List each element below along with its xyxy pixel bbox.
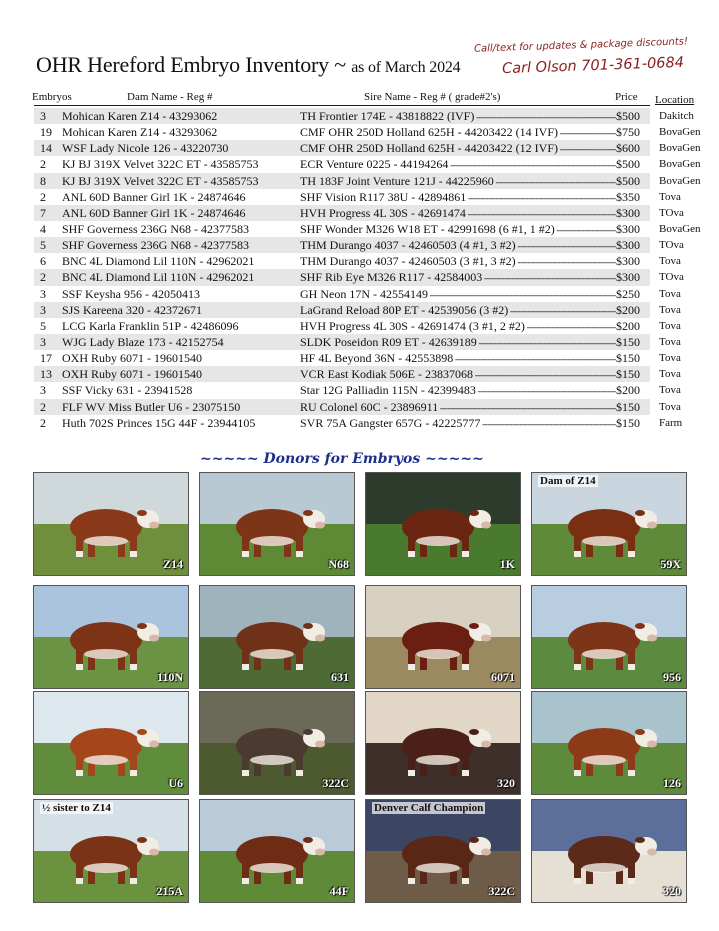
title-main: OHR Hereford Embryo Inventory ~ xyxy=(36,52,352,77)
table-row xyxy=(34,124,701,140)
embryo-count: 3 xyxy=(40,286,46,301)
photo-tag: 320 xyxy=(497,776,515,790)
cow-image xyxy=(222,714,332,784)
dam-name: Mohican Karen Z14 - 43293062 xyxy=(62,109,218,123)
location: Tova xyxy=(659,319,681,332)
price: $300 xyxy=(616,221,640,236)
embryo-count: 3 xyxy=(40,383,46,398)
location: Dakitch xyxy=(659,110,694,122)
cow-image xyxy=(388,714,498,784)
location: BovaGen xyxy=(659,126,701,139)
table-row xyxy=(34,382,694,398)
sire-name-text: SLDK Poseidon R09 ET - 42639189 ----- xyxy=(300,335,616,349)
donor-photo xyxy=(531,691,687,795)
location: TOva xyxy=(659,239,684,252)
table-row xyxy=(34,253,694,269)
price: $150 xyxy=(616,367,640,382)
price: $500 xyxy=(616,109,640,123)
sire-name-text: ECR Venture 0225 - 44194264 ----- xyxy=(300,157,616,171)
photo-caption: ½ sister to Z14 xyxy=(42,802,111,814)
donor-photo xyxy=(33,472,189,576)
photo-tag: 1K xyxy=(499,557,515,571)
sire-name-text: HVH Progress 4L 30S - 42691474 (3 #1, 2 #2) ----- xyxy=(300,319,616,333)
donor-photo xyxy=(365,472,521,576)
sire-name xyxy=(300,156,616,173)
location: TOva xyxy=(659,271,684,284)
donor-photo xyxy=(365,691,521,795)
sire-name-text: HF 4L Beyond 36N - 42553898 ----- xyxy=(300,351,616,365)
sire-name-text: SHF Vision R117 38U - 42894861 ----- xyxy=(300,190,616,204)
dam-name: WJG Lady Blaze 173 - 42152754 xyxy=(62,334,224,349)
cow-image xyxy=(56,714,166,784)
embryo-count: 3 xyxy=(40,334,46,349)
location: BovaGen xyxy=(659,158,701,171)
price: $500 xyxy=(616,173,640,188)
table-row xyxy=(34,415,694,431)
cow-image xyxy=(222,822,332,892)
sire-name-text: GH Neon 17N - 42554149 ----- xyxy=(300,287,616,301)
cow-image xyxy=(56,495,166,565)
dam-name: SJS Kareena 320 - 42372671 xyxy=(62,302,202,317)
price: $500 xyxy=(616,157,640,172)
header-sire: Sire Name - Reg # ( grade#2's) xyxy=(364,91,501,103)
sire-name xyxy=(300,189,616,206)
sire-name xyxy=(300,205,616,222)
cow-image xyxy=(554,608,664,678)
table-row xyxy=(34,334,694,350)
sire-name xyxy=(300,366,616,383)
table-row xyxy=(34,189,694,205)
dam-name: WSF Lady Nicole 126 - 43220730 xyxy=(62,141,229,156)
table-row xyxy=(34,366,694,382)
sire-name xyxy=(300,302,616,319)
dam-name: FLF WV Miss Butler U6 - 23075150 xyxy=(62,399,241,414)
dam-name: BNC 4L Diamond Lil 110N - 42962021 xyxy=(62,254,255,269)
donor-photo xyxy=(199,585,355,689)
embryo-count: 17 xyxy=(40,351,52,366)
sire-name xyxy=(300,334,616,351)
sire-name xyxy=(300,237,616,254)
embryo-count: 2 xyxy=(40,157,46,172)
sire-name xyxy=(300,124,616,141)
photo-tag: 631 xyxy=(331,670,349,684)
photo-caption: Dam of Z14 xyxy=(540,475,596,487)
price: $300 xyxy=(616,238,640,253)
sire-name-text: VCR East Kodiak 506E - 23837068 ----- xyxy=(300,367,616,381)
cow-image xyxy=(388,495,498,565)
embryo-count: 2 xyxy=(40,399,46,414)
location: Tova xyxy=(659,384,681,397)
cow-image xyxy=(388,822,498,892)
dam-name: ANL 60D Banner Girl 1K - 24874646 xyxy=(62,189,246,204)
sire-name-text: TH 183F Joint Venture 121J - 44225960 ----- xyxy=(300,174,616,188)
location: TOva xyxy=(659,206,684,219)
embryo-count: 2 xyxy=(40,189,46,204)
photo-tag: 126 xyxy=(663,776,681,790)
dam-name: ANL 60D Banner Girl 1K - 24874646 xyxy=(62,205,246,220)
price: $150 xyxy=(616,351,640,366)
price: $300 xyxy=(616,270,640,285)
donor-photo xyxy=(33,585,189,689)
sire-name xyxy=(300,350,616,367)
location: Farm xyxy=(659,416,683,429)
photo-tag: 44F xyxy=(329,884,349,898)
price: $200 xyxy=(616,302,640,317)
embryo-count: 2 xyxy=(40,270,46,285)
price: $200 xyxy=(616,383,640,398)
location: Tova xyxy=(659,287,681,300)
cow-image xyxy=(388,608,498,678)
location: Tova xyxy=(659,352,681,365)
table-row xyxy=(34,173,701,189)
table-row xyxy=(34,140,701,156)
header-price: Price xyxy=(615,91,638,103)
cow-image xyxy=(554,495,664,565)
photo-tag: 320 xyxy=(663,884,681,898)
sire-name-text: CMF OHR 250D Holland 625H - 44203422 (12 IVF) ----- xyxy=(300,141,616,155)
donor-photo xyxy=(33,691,189,795)
promo-text: Call/text for updates & package discounts! xyxy=(473,36,689,55)
table-row xyxy=(34,156,701,172)
location: Tova xyxy=(659,255,681,268)
page-title xyxy=(36,52,460,78)
dam-name: Huth 702S Princes 15G 44F - 23944105 xyxy=(62,415,256,430)
dam-name: BNC 4L Diamond Lil 110N - 42962021 xyxy=(62,270,255,285)
header-divider xyxy=(34,105,650,106)
photo-tag: U6 xyxy=(168,776,183,790)
table-row xyxy=(34,286,694,302)
header-dam: Dam Name - Reg # xyxy=(127,91,213,103)
embryo-count: 19 xyxy=(40,125,52,140)
sire-name xyxy=(300,269,616,286)
table-row xyxy=(34,221,701,237)
price: $150 xyxy=(616,415,640,430)
donor-photo xyxy=(531,472,687,576)
donor-photo xyxy=(199,691,355,795)
table-row xyxy=(34,302,694,318)
sire-name-text: Star 12G Palliadin 115N - 42399483 ----- xyxy=(300,383,616,397)
dam-name: KJ BJ 319X Velvet 322C ET - 43585753 xyxy=(62,173,259,188)
price: $300 xyxy=(616,205,640,220)
table-row xyxy=(34,350,694,366)
dam-name: OXH Ruby 6071 - 19601540 xyxy=(62,367,202,382)
table-row xyxy=(34,237,694,253)
price: $200 xyxy=(616,318,640,333)
dam-name: SSF Keysha 956 - 42050413 xyxy=(62,286,201,301)
photo-tag: 956 xyxy=(663,670,681,684)
photo-tag: 59X xyxy=(660,557,681,571)
cow-image xyxy=(222,608,332,678)
photo-tag: Z14 xyxy=(162,557,183,571)
sire-name-text: TH Frontier 174E - 43818822 (IVF) ----- xyxy=(300,109,616,123)
title-date: as of March 2024 xyxy=(351,59,461,76)
price: $150 xyxy=(616,399,640,414)
sire-name xyxy=(300,140,616,157)
dam-name: Mohican Karen Z14 - 43293062 xyxy=(62,125,218,140)
sire-name-text: SHF Rib Eye M326 R117 - 42584003 ----- xyxy=(300,270,616,284)
embryo-count: 2 xyxy=(40,415,46,430)
header-embryos: Embryos xyxy=(32,91,72,103)
donor-photo xyxy=(199,799,355,903)
location: BovaGen xyxy=(659,222,701,235)
embryo-count: 14 xyxy=(40,141,52,156)
sire-name xyxy=(300,221,616,238)
sire-name-text: SVR 75A Gangster 657G - 42225777 ----- xyxy=(300,416,616,430)
photo-tag: 110N xyxy=(156,670,183,684)
sire-name-text: CMF OHR 250D Holland 625H - 44203422 (14 IVF) ----- xyxy=(300,125,616,139)
embryo-count: 8 xyxy=(40,173,46,188)
table-row xyxy=(34,318,694,334)
location: Tova xyxy=(659,190,681,203)
photo-tag: 322C xyxy=(322,776,349,790)
photo-tag: 322C xyxy=(488,884,515,898)
table-row xyxy=(34,108,694,124)
embryo-count: 6 xyxy=(40,254,46,269)
donor-photo xyxy=(531,799,687,903)
cow-image xyxy=(554,714,664,784)
embryo-count: 3 xyxy=(40,302,46,317)
sire-name xyxy=(300,382,616,399)
price: $150 xyxy=(616,334,640,349)
sire-name xyxy=(300,318,616,335)
embryo-count: 5 xyxy=(40,318,46,333)
embryo-count: 3 xyxy=(40,109,46,123)
location: Tova xyxy=(659,303,681,316)
dam-name: SSF Vicky 631 - 23941528 xyxy=(62,383,193,398)
inventory-table xyxy=(34,108,701,431)
donor-photo xyxy=(365,799,521,903)
location: Tova xyxy=(659,335,681,348)
table-row xyxy=(34,269,694,285)
embryo-count: 4 xyxy=(40,221,46,236)
sire-name xyxy=(300,399,616,416)
location: Tova xyxy=(659,368,681,381)
price: $600 xyxy=(616,141,640,156)
sire-name xyxy=(300,173,616,190)
table-row xyxy=(34,399,694,415)
sire-name-text: LaGrand Reload 80P ET - 42539056 (3 #2) ----- xyxy=(300,303,616,317)
embryo-count: 7 xyxy=(40,205,46,220)
sire-name-text: HVH Progress 4L 30S - 42691474 ----- xyxy=(300,206,616,220)
sire-name-text: THM Durango 4037 - 42460503 (4 #1, 3 #2) ----- xyxy=(300,238,616,252)
photo-tag: N68 xyxy=(328,557,349,571)
location: Tova xyxy=(659,400,681,413)
photo-tag: 215A xyxy=(156,884,183,898)
dam-name: SHF Governess 236G N68 - 42377583 xyxy=(62,221,249,236)
sire-name xyxy=(300,253,616,270)
donor-photo xyxy=(531,585,687,689)
dam-name: SHF Governess 236G N68 - 42377583 xyxy=(62,238,249,253)
dam-name: KJ BJ 319X Velvet 322C ET - 43585753 xyxy=(62,157,259,172)
sire-name xyxy=(300,415,616,432)
donor-photo xyxy=(199,472,355,576)
header-location: Location xyxy=(655,94,695,106)
sire-name-text: THM Durango 4037 - 42460503 (3 #1, 3 #2) ----- xyxy=(300,254,616,268)
donor-photo xyxy=(365,585,521,689)
sire-name xyxy=(300,286,616,303)
contact-text: Carl Olson 701-361-0684 xyxy=(501,54,685,78)
cow-image xyxy=(56,608,166,678)
table-row xyxy=(34,205,694,221)
price: $350 xyxy=(616,189,640,204)
dam-name: LCG Karla Franklin 51P - 42486096 xyxy=(62,318,239,333)
donors-heading: ~~~~~ Donors for Embryos ~~~~~ xyxy=(200,451,484,467)
dam-name: OXH Ruby 6071 - 19601540 xyxy=(62,351,202,366)
photo-tag: 6071 xyxy=(491,670,515,684)
price: $250 xyxy=(616,286,640,301)
embryo-count: 13 xyxy=(40,367,52,382)
sire-name-text: RU Colonel 60C - 23896911 ----- xyxy=(300,400,616,414)
donor-photo xyxy=(33,799,189,903)
embryo-count: 5 xyxy=(40,238,46,253)
cow-image xyxy=(56,822,166,892)
price: $750 xyxy=(616,125,640,140)
sire-name xyxy=(300,108,616,125)
sire-name-text: SHF Wonder M326 W18 ET - 42991698 (6 #1, 1 #2) ----- xyxy=(300,222,616,236)
cow-image xyxy=(222,495,332,565)
location: BovaGen xyxy=(659,174,701,187)
photo-caption: Denver Calf Champion xyxy=(374,802,484,814)
location: BovaGen xyxy=(659,142,701,155)
price: $300 xyxy=(616,254,640,269)
cow-image xyxy=(554,822,664,892)
